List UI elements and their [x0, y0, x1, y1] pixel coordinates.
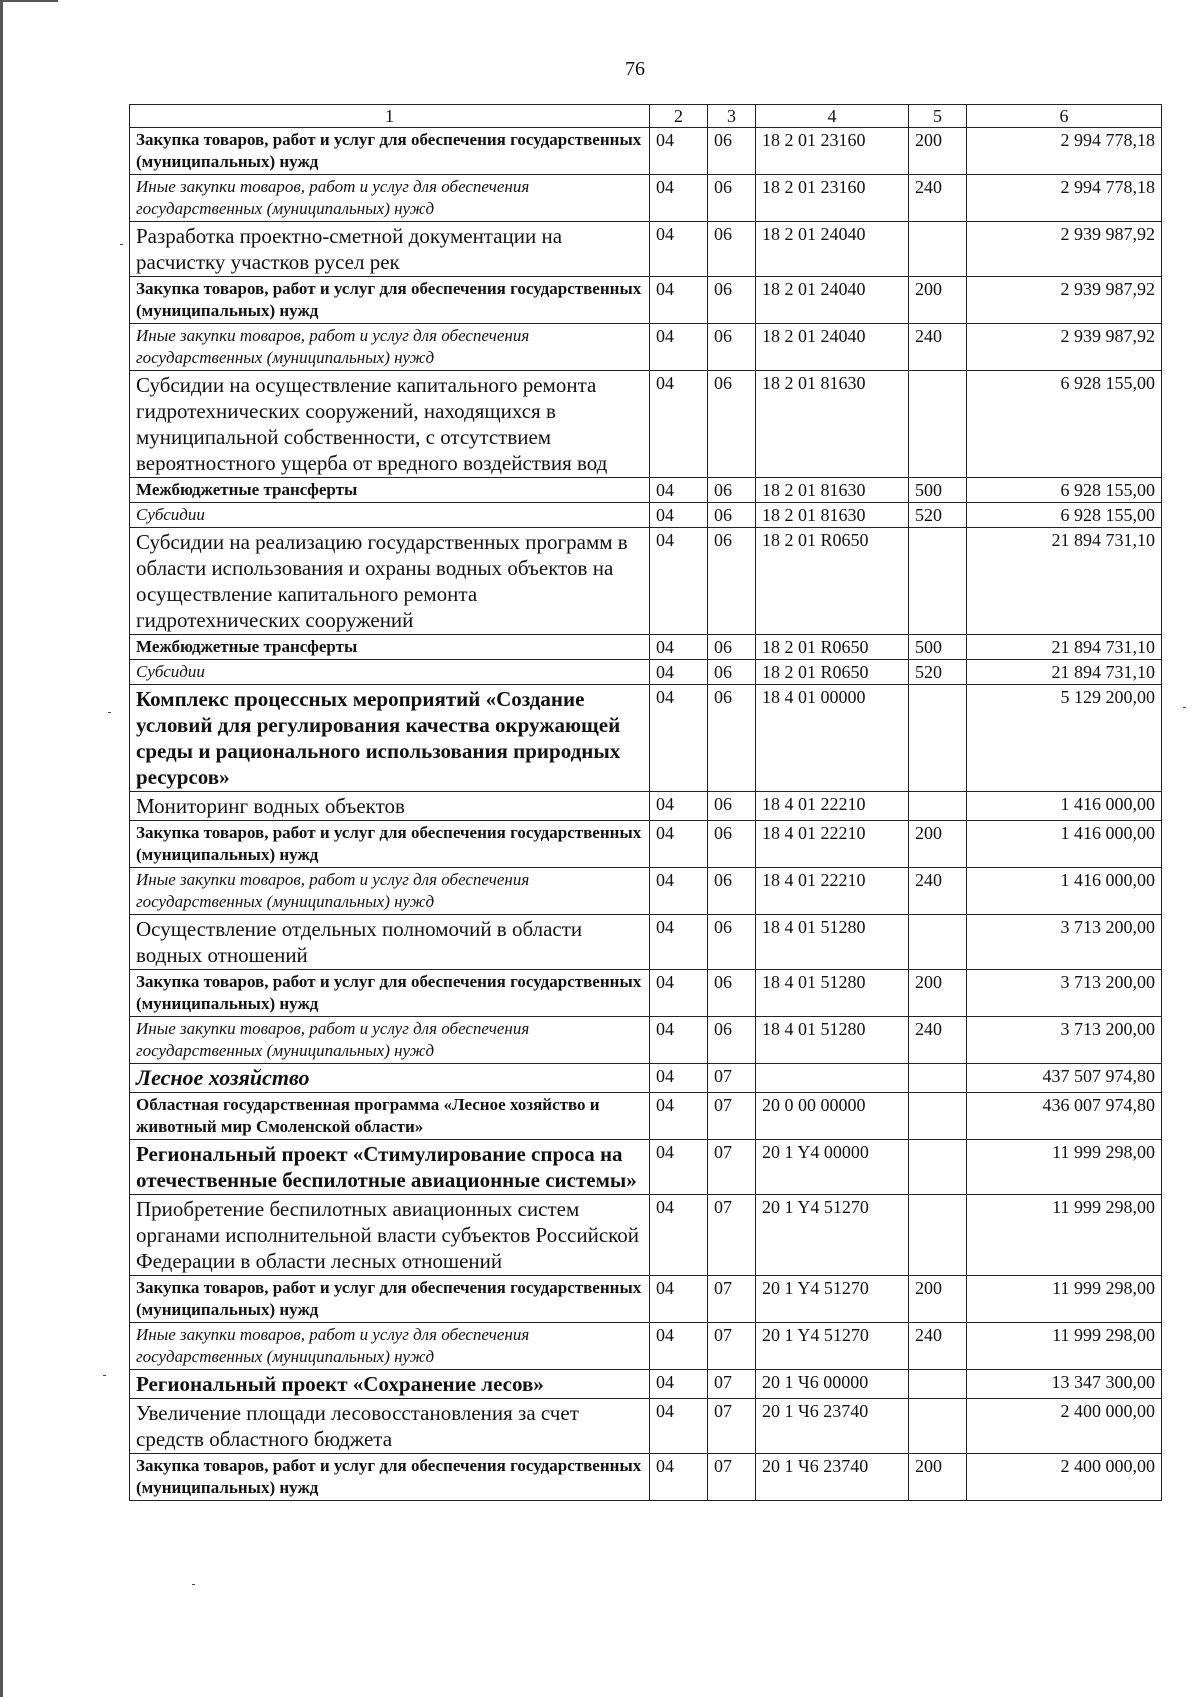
row-expense-type	[909, 1195, 967, 1276]
table-row	[130, 1195, 1162, 1276]
row-expense-type: 200	[909, 1276, 967, 1323]
row-target-article: 18 2 01 81630	[756, 478, 909, 503]
row-name: Лесное хозяйство	[130, 1064, 650, 1093]
scan-left-edge	[0, 0, 3, 1697]
row-expense-type	[909, 1064, 967, 1093]
row-name: Иные закупки товаров, работ и услуг для обеспечения государственных (муниципальных) нужд	[130, 324, 650, 371]
row-section: 04	[650, 1064, 708, 1093]
row-subsection: 07	[708, 1140, 756, 1195]
row-amount: 2 994 778,18	[967, 128, 1162, 175]
row-name: Закупка товаров, работ и услуг для обеспечения государственных (муниципальных) нужд	[130, 277, 650, 324]
row-target-article: 20 1 Y4 51270	[756, 1323, 909, 1370]
row-name: Субсидии	[130, 503, 650, 528]
row-subsection: 06	[708, 660, 756, 685]
row-expense-type	[909, 915, 967, 970]
row-amount: 2 939 987,92	[967, 277, 1162, 324]
row-expense-type	[909, 222, 967, 277]
row-section: 04	[650, 1093, 708, 1140]
row-section: 04	[650, 660, 708, 685]
row-subsection: 06	[708, 915, 756, 970]
row-name: Региональный проект «Стимулирование спроса на отечественные беспилотные авиационные системы»	[130, 1140, 650, 1195]
row-section: 04	[650, 175, 708, 222]
row-amount: 5 129 200,00	[967, 685, 1162, 792]
row-expense-type	[909, 1093, 967, 1140]
row-subsection: 06	[708, 175, 756, 222]
row-target-article: 18 4 01 51280	[756, 1017, 909, 1064]
row-subsection: 06	[708, 635, 756, 660]
row-expense-type: 240	[909, 324, 967, 371]
row-section: 04	[650, 1195, 708, 1276]
row-amount: 2 994 778,18	[967, 175, 1162, 222]
row-subsection: 06	[708, 324, 756, 371]
row-target-article: 18 4 01 22210	[756, 792, 909, 821]
row-expense-type: 240	[909, 868, 967, 915]
row-subsection: 07	[708, 1064, 756, 1093]
row-section: 04	[650, 1454, 708, 1501]
row-section: 04	[650, 792, 708, 821]
table-row	[130, 660, 1162, 685]
row-name: Разработка проектно-сметной документации на расчистку участков русел рек	[130, 222, 650, 277]
row-target-article: 18 2 01 R0650	[756, 528, 909, 635]
row-amount: 437 507 974,80	[967, 1064, 1162, 1093]
page-number: 76	[625, 58, 645, 80]
table-row	[130, 371, 1162, 478]
row-subsection: 06	[708, 821, 756, 868]
row-target-article: 18 2 01 R0650	[756, 660, 909, 685]
row-amount: 3 713 200,00	[967, 1017, 1162, 1064]
row-subsection: 07	[708, 1195, 756, 1276]
table-row	[130, 222, 1162, 277]
row-expense-type	[909, 371, 967, 478]
scan-speck	[1183, 707, 1186, 708]
row-subsection: 06	[708, 1017, 756, 1064]
scan-speck	[192, 1584, 195, 1585]
row-target-article: 18 2 01 24040	[756, 222, 909, 277]
table-row	[130, 1276, 1162, 1323]
row-subsection: 06	[708, 792, 756, 821]
row-name: Межбюджетные трансферты	[130, 635, 650, 660]
row-expense-type: 240	[909, 1323, 967, 1370]
row-amount: 3 713 200,00	[967, 970, 1162, 1017]
row-subsection: 06	[708, 371, 756, 478]
row-name: Мониторинг водных объектов	[130, 792, 650, 821]
row-expense-type: 520	[909, 503, 967, 528]
row-name: Закупка товаров, работ и услуг для обеспечения государственных (муниципальных) нужд	[130, 128, 650, 175]
row-section: 04	[650, 1399, 708, 1454]
header-col-3: 3	[708, 105, 756, 128]
row-expense-type	[909, 1399, 967, 1454]
row-subsection: 06	[708, 222, 756, 277]
row-subsection: 06	[708, 128, 756, 175]
row-section: 04	[650, 503, 708, 528]
row-name: Субсидии	[130, 660, 650, 685]
row-name: Субсидии на реализацию государственных программ в области использования и охраны водных объектов на осуществление капитального ремонта гидротехнических сооружений	[130, 528, 650, 635]
row-section: 04	[650, 685, 708, 792]
row-name: Комплекс процессных мероприятий «Создание условий для регулирования качества окружающей среды и рационального использования природных ресурсов»	[130, 685, 650, 792]
row-target-article: 18 4 01 51280	[756, 915, 909, 970]
row-target-article: 20 1 Y4 51270	[756, 1195, 909, 1276]
row-name: Закупка товаров, работ и услуг для обеспечения государственных (муниципальных) нужд	[130, 1454, 650, 1501]
scan-top-corner	[0, 0, 58, 2]
row-amount: 1 416 000,00	[967, 821, 1162, 868]
row-section: 04	[650, 478, 708, 503]
row-amount: 11 999 298,00	[967, 1276, 1162, 1323]
row-expense-type: 200	[909, 970, 967, 1017]
row-expense-type	[909, 685, 967, 792]
row-target-article: 20 1 Ч6 00000	[756, 1370, 909, 1399]
row-amount: 6 928 155,00	[967, 503, 1162, 528]
row-expense-type: 240	[909, 1017, 967, 1064]
row-name: Иные закупки товаров, работ и услуг для обеспечения государственных (муниципальных) нужд	[130, 868, 650, 915]
scan-speck	[108, 712, 111, 713]
header-col-6: 6	[967, 105, 1162, 128]
table-row	[130, 1064, 1162, 1093]
table-row	[130, 868, 1162, 915]
row-section: 04	[650, 1017, 708, 1064]
table-row	[130, 685, 1162, 792]
header-col-1: 1	[130, 105, 650, 128]
header-col-5: 5	[909, 105, 967, 128]
row-amount: 3 713 200,00	[967, 915, 1162, 970]
row-target-article: 18 4 01 22210	[756, 821, 909, 868]
row-amount: 2 939 987,92	[967, 324, 1162, 371]
row-name: Иные закупки товаров, работ и услуг для обеспечения государственных (муниципальных) нужд	[130, 1323, 650, 1370]
row-subsection: 06	[708, 685, 756, 792]
row-name: Иные закупки товаров, работ и услуг для обеспечения государственных (муниципальных) нужд	[130, 175, 650, 222]
row-subsection: 07	[708, 1276, 756, 1323]
table-row	[130, 528, 1162, 635]
row-expense-type: 200	[909, 821, 967, 868]
table-row	[130, 635, 1162, 660]
row-target-article: 18 2 01 81630	[756, 371, 909, 478]
row-name: Областная государственная программа «Лесное хозяйство и животный мир Смоленской области»	[130, 1093, 650, 1140]
table-row	[130, 821, 1162, 868]
row-subsection: 07	[708, 1093, 756, 1140]
row-target-article: 20 1 Ч6 23740	[756, 1399, 909, 1454]
row-expense-type: 500	[909, 635, 967, 660]
row-target-article	[756, 1064, 909, 1093]
row-amount: 2 939 987,92	[967, 222, 1162, 277]
scan-speck	[103, 1375, 106, 1376]
row-name: Иные закупки товаров, работ и услуг для обеспечения государственных (муниципальных) нужд	[130, 1017, 650, 1064]
row-amount: 13 347 300,00	[967, 1370, 1162, 1399]
row-expense-type: 500	[909, 478, 967, 503]
row-subsection: 06	[708, 970, 756, 1017]
row-section: 04	[650, 635, 708, 660]
table-row	[130, 1093, 1162, 1140]
row-section: 04	[650, 1140, 708, 1195]
row-section: 04	[650, 371, 708, 478]
row-section: 04	[650, 1276, 708, 1323]
row-name: Закупка товаров, работ и услуг для обеспечения государственных (муниципальных) нужд	[130, 970, 650, 1017]
row-amount: 6 928 155,00	[967, 478, 1162, 503]
row-target-article: 18 2 01 81630	[756, 503, 909, 528]
row-name: Региональный проект «Сохранение лесов»	[130, 1370, 650, 1399]
row-subsection: 07	[708, 1370, 756, 1399]
row-name: Закупка товаров, работ и услуг для обеспечения государственных (муниципальных) нужд	[130, 1276, 650, 1323]
row-section: 04	[650, 277, 708, 324]
budget-table	[129, 104, 1162, 1501]
row-target-article: 18 4 01 51280	[756, 970, 909, 1017]
row-amount: 2 400 000,00	[967, 1399, 1162, 1454]
row-section: 04	[650, 1370, 708, 1399]
table-row	[130, 970, 1162, 1017]
row-name: Закупка товаров, работ и услуг для обеспечения государственных (муниципальных) нужд	[130, 821, 650, 868]
row-amount: 21 894 731,10	[967, 635, 1162, 660]
row-amount: 2 400 000,00	[967, 1454, 1162, 1501]
table-row	[130, 503, 1162, 528]
row-expense-type	[909, 1140, 967, 1195]
header-col-4: 4	[756, 105, 909, 128]
row-target-article: 20 1 Y4 51270	[756, 1276, 909, 1323]
row-amount: 21 894 731,10	[967, 528, 1162, 635]
row-expense-type: 520	[909, 660, 967, 685]
row-name: Межбюджетные трансферты	[130, 478, 650, 503]
table-row	[130, 478, 1162, 503]
table-row	[130, 792, 1162, 821]
table-row	[130, 128, 1162, 175]
table-row	[130, 1370, 1162, 1399]
row-expense-type	[909, 528, 967, 635]
row-subsection: 06	[708, 277, 756, 324]
row-target-article: 20 1 Y4 00000	[756, 1140, 909, 1195]
row-amount: 6 928 155,00	[967, 371, 1162, 478]
row-amount: 1 416 000,00	[967, 792, 1162, 821]
row-subsection: 07	[708, 1399, 756, 1454]
row-name: Субсидии на осуществление капитального ремонта гидротехнических сооружений, находящихся в муниципальной собственности, с отсутствием вероятностного ущерба от вредного воздействия вод	[130, 371, 650, 478]
table-row	[130, 1454, 1162, 1501]
row-subsection: 06	[708, 868, 756, 915]
row-target-article: 18 2 01 R0650	[756, 635, 909, 660]
row-amount: 1 416 000,00	[967, 868, 1162, 915]
table-row	[130, 324, 1162, 371]
row-target-article: 20 0 00 00000	[756, 1093, 909, 1140]
row-expense-type: 240	[909, 175, 967, 222]
row-section: 04	[650, 868, 708, 915]
row-expense-type: 200	[909, 128, 967, 175]
row-expense-type: 200	[909, 1454, 967, 1501]
table-row	[130, 915, 1162, 970]
row-subsection: 06	[708, 528, 756, 635]
row-amount: 11 999 298,00	[967, 1323, 1162, 1370]
row-subsection: 07	[708, 1323, 756, 1370]
row-section: 04	[650, 528, 708, 635]
header-col-2: 2	[650, 105, 708, 128]
row-subsection: 06	[708, 503, 756, 528]
row-expense-type	[909, 792, 967, 821]
row-amount: 436 007 974,80	[967, 1093, 1162, 1140]
table-row	[130, 1017, 1162, 1064]
table-row	[130, 1140, 1162, 1195]
row-section: 04	[650, 222, 708, 277]
table-row	[130, 1323, 1162, 1370]
row-section: 04	[650, 1323, 708, 1370]
row-section: 04	[650, 128, 708, 175]
header-row	[130, 105, 1162, 128]
row-expense-type	[909, 1370, 967, 1399]
row-name: Приобретение беспилотных авиационных систем органами исполнительной власти субъектов Российской Федерации в области лесных отношений	[130, 1195, 650, 1276]
row-section: 04	[650, 324, 708, 371]
row-section: 04	[650, 915, 708, 970]
row-expense-type: 200	[909, 277, 967, 324]
row-name: Осуществление отдельных полномочий в области водных отношений	[130, 915, 650, 970]
row-target-article: 18 4 01 22210	[756, 868, 909, 915]
row-target-article: 18 2 01 23160	[756, 128, 909, 175]
table-row	[130, 277, 1162, 324]
row-subsection: 06	[708, 478, 756, 503]
row-amount: 11 999 298,00	[967, 1195, 1162, 1276]
row-section: 04	[650, 970, 708, 1017]
table-row	[130, 175, 1162, 222]
row-amount: 21 894 731,10	[967, 660, 1162, 685]
row-target-article: 18 2 01 24040	[756, 277, 909, 324]
row-target-article: 18 2 01 23160	[756, 175, 909, 222]
table-body	[130, 128, 1162, 1501]
row-target-article: 18 4 01 00000	[756, 685, 909, 792]
row-subsection: 07	[708, 1454, 756, 1501]
row-target-article: 18 2 01 24040	[756, 324, 909, 371]
row-name: Увеличение площади лесовосстановления за счет средств областного бюджета	[130, 1399, 650, 1454]
row-target-article: 20 1 Ч6 23740	[756, 1454, 909, 1501]
table-row	[130, 1399, 1162, 1454]
scan-speck	[120, 244, 123, 245]
row-section: 04	[650, 821, 708, 868]
row-amount: 11 999 298,00	[967, 1140, 1162, 1195]
